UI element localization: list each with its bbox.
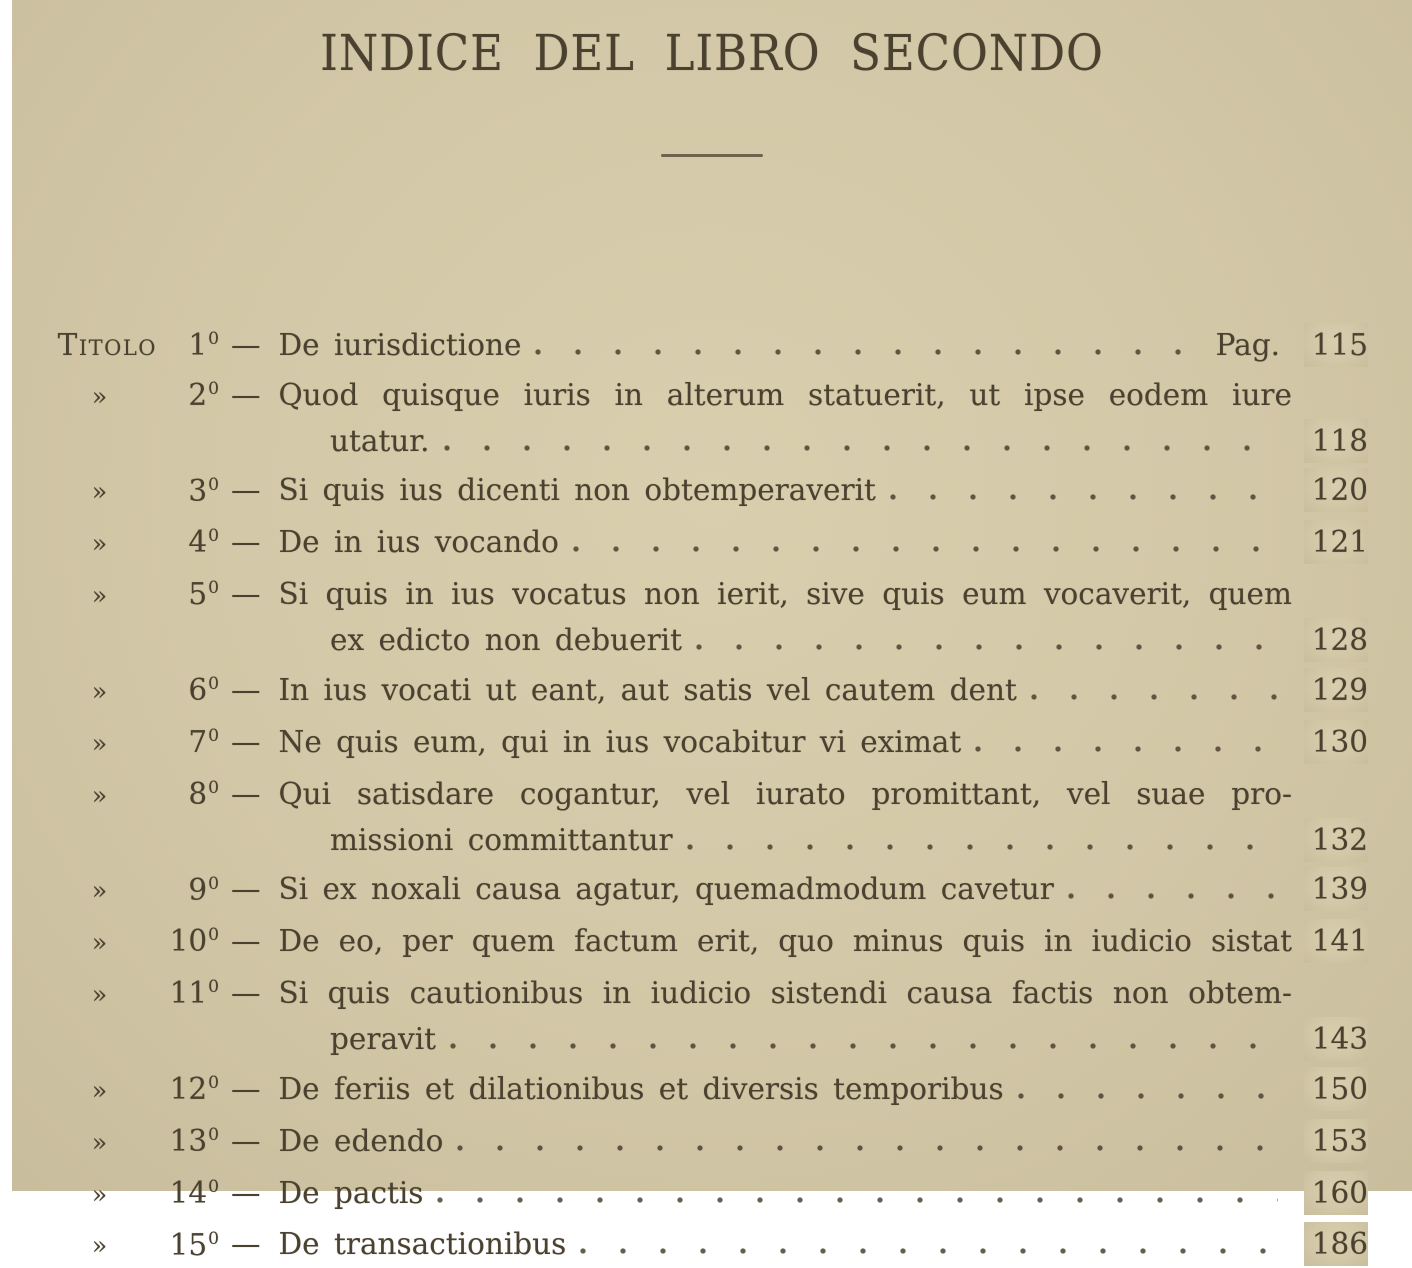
dash-separator: —: [231, 377, 261, 412]
page-number: 129: [1304, 668, 1368, 712]
index-list: [12, 317, 1412, 1268]
page-number: 186: [1304, 1222, 1368, 1266]
dash-separator: —: [231, 525, 261, 560]
index-row: [42, 1113, 1368, 1165]
page-number: 120: [1304, 468, 1368, 512]
ditto-mark: »: [91, 529, 108, 559]
index-row: [42, 818, 1368, 862]
ditto-mark: »: [91, 876, 108, 906]
dot-leader: [535, 349, 1201, 355]
titolo-label: Titolo: [57, 327, 157, 362]
title-number-value: 3: [188, 473, 208, 508]
dot-leader: [1068, 893, 1278, 899]
ditto-mark: »: [91, 1075, 108, 1105]
pag-label: Pag.: [1215, 327, 1280, 362]
ordinal-superscript: 0: [208, 1073, 219, 1094]
index-row: [42, 317, 1368, 367]
dash-separator: —: [231, 1227, 261, 1262]
page-number: 130: [1304, 720, 1368, 764]
dot-leader: [457, 1145, 1278, 1151]
title-number-value: 7: [188, 724, 208, 759]
book-page-scan: [12, 0, 1412, 1262]
index-row: [42, 766, 1368, 818]
dash-separator: —: [231, 327, 261, 362]
title-number-value: 12: [169, 1071, 208, 1106]
ditto-mark: »: [91, 780, 108, 810]
ditto-mark: »: [91, 728, 108, 758]
dash-separator: —: [231, 872, 261, 907]
ditto-mark: »: [91, 381, 108, 411]
entry-text: De transactionibus: [278, 1227, 567, 1262]
ordinal-superscript: 0: [208, 725, 219, 746]
index-row: [42, 1061, 1368, 1113]
title-number: [157, 566, 219, 616]
page-number: 141: [1304, 919, 1368, 963]
ordinal-superscript: 0: [208, 378, 219, 399]
title-number: [157, 1165, 219, 1215]
index-row: [42, 1017, 1368, 1061]
title-number: [157, 965, 219, 1015]
ditto-mark: »: [91, 1231, 108, 1261]
dot-leader: [1018, 1093, 1278, 1099]
page-number: 115: [1304, 323, 1368, 367]
entry-text: utatur.: [330, 423, 430, 458]
entry-text: Si quis in ius vocatus non ierit, sive quis eum vocaverit, quem: [278, 577, 1292, 612]
dash-separator: —: [231, 1123, 261, 1158]
index-row: [42, 514, 1368, 566]
page-number: 160: [1304, 1171, 1368, 1215]
title-number-value: 4: [188, 525, 208, 560]
page-number: 132: [1304, 818, 1368, 862]
ordinal-superscript: 0: [208, 1124, 219, 1145]
index-row: [42, 862, 1368, 914]
dot-leader: [890, 494, 1278, 500]
dash-separator: —: [231, 672, 261, 707]
title-number-value: 5: [188, 577, 208, 612]
ordinal-superscript: 0: [208, 1176, 219, 1197]
title-number-value: 15: [169, 1227, 208, 1262]
entry-text: ex edicto non debuerit: [330, 623, 682, 658]
dash-separator: —: [231, 976, 261, 1011]
dash-separator: —: [231, 724, 261, 759]
ordinal-superscript: 0: [208, 474, 219, 495]
ordinal-superscript: 0: [208, 526, 219, 547]
entry-text: peravit: [330, 1022, 436, 1057]
entry-text: De eo, per quem factum erit, quo minus quis in iudicio sistat: [278, 924, 1292, 959]
title-number: [157, 317, 219, 367]
index-row: [42, 913, 1368, 965]
title-number: [157, 1061, 219, 1111]
index-row: [42, 367, 1368, 419]
ditto-mark: »: [91, 676, 108, 706]
title-divider-rule: [661, 154, 763, 157]
title-number: [157, 714, 219, 764]
dash-separator: —: [231, 577, 261, 612]
title-number: [157, 514, 219, 564]
title-number: [157, 1217, 219, 1267]
dot-leader: [437, 1197, 1278, 1203]
ordinal-superscript: 0: [208, 777, 219, 798]
ordinal-superscript: 0: [208, 329, 219, 349]
index-row: [42, 419, 1368, 463]
title-number-value: 2: [188, 377, 208, 412]
ditto-mark: »: [91, 477, 108, 507]
index-row: [42, 1217, 1368, 1268]
dash-separator: —: [231, 924, 261, 959]
index-row: [42, 566, 1368, 618]
title-number-value: 13: [169, 1123, 208, 1158]
index-row: [42, 662, 1368, 714]
ordinal-superscript: 0: [208, 977, 219, 998]
title-number: [157, 367, 219, 417]
dot-leader: [687, 844, 1278, 850]
entry-text: Ne quis eum, qui in ius vocabitur vi eximat: [278, 724, 962, 759]
ordinal-superscript: 0: [208, 925, 219, 946]
entry-text: Si quis cautionibus in iudicio sistendi causa factis non obtem-: [278, 976, 1292, 1011]
index-row: [42, 618, 1368, 662]
dot-leader: [580, 1248, 1278, 1254]
dot-leader: [696, 644, 1278, 650]
entry-text: Quod quisque iuris in alterum statuerit, ut ipse eodem iure: [278, 377, 1292, 412]
ditto-mark: »: [91, 980, 108, 1010]
index-row: [42, 1165, 1368, 1217]
ditto-mark: »: [91, 581, 108, 611]
dot-leader: [975, 746, 1278, 752]
dash-separator: —: [231, 1175, 261, 1210]
page-number: 153: [1304, 1119, 1368, 1163]
entry-text: De edendo: [278, 1123, 444, 1158]
title-number-value: 10: [169, 924, 208, 959]
entry-text: De iurisdictione: [278, 327, 522, 362]
title-number: [157, 766, 219, 816]
dot-leader: [450, 1043, 1278, 1049]
index-row: [42, 714, 1368, 766]
ordinal-superscript: 0: [208, 578, 219, 599]
page-number: 143: [1304, 1017, 1368, 1061]
ordinal-superscript: 0: [208, 873, 219, 894]
dot-leader: [444, 445, 1278, 451]
page-number: 118: [1304, 419, 1368, 463]
title-number-value: 6: [188, 672, 208, 707]
index-row: [42, 463, 1368, 515]
title-number: [157, 463, 219, 513]
entry-text: In ius vocati ut eant, aut satis vel cautem dent: [278, 672, 1017, 707]
ditto-mark: »: [91, 1179, 108, 1209]
page-title: INDICE DEL LIBRO SECONDO: [320, 24, 1104, 82]
entry-text: De pactis: [278, 1175, 424, 1210]
page-number: 121: [1304, 520, 1368, 564]
entry-text: Si quis ius dicenti non obtemperaverit: [278, 473, 876, 508]
ordinal-superscript: 0: [208, 674, 219, 695]
title-number-value: 9: [188, 872, 208, 907]
title-number: [157, 913, 219, 963]
dash-separator: —: [231, 473, 261, 508]
entry-text: Si ex noxali causa agatur, quemadmodum cavetur: [278, 872, 1054, 907]
title-number-value: 11: [169, 976, 208, 1011]
entry-text: missioni committantur: [330, 822, 673, 857]
page-number: 139: [1304, 867, 1368, 911]
dash-separator: —: [231, 1071, 261, 1106]
ditto-mark: »: [91, 928, 108, 958]
dash-separator: —: [231, 776, 261, 811]
page-number: 128: [1304, 618, 1368, 662]
title-number: [157, 662, 219, 712]
dot-leader: [573, 546, 1278, 552]
entry-text: De in ius vocando: [278, 525, 559, 560]
ordinal-superscript: 0: [208, 1228, 219, 1249]
entry-text: De feriis et dilationibus et diversis temporibus: [278, 1071, 1004, 1106]
title-number-value: 14: [169, 1175, 208, 1210]
title-number-value: 1: [188, 327, 208, 362]
title-number: [157, 862, 219, 912]
dot-leader: [1031, 694, 1278, 700]
ditto-mark: »: [91, 1127, 108, 1157]
index-row: [42, 965, 1368, 1017]
title-number: [157, 1113, 219, 1163]
page-number: 150: [1304, 1067, 1368, 1111]
entry-text: Qui satisdare cogantur, vel iurato promittant, vel suae pro-: [278, 776, 1292, 811]
title-number-value: 8: [188, 776, 208, 811]
